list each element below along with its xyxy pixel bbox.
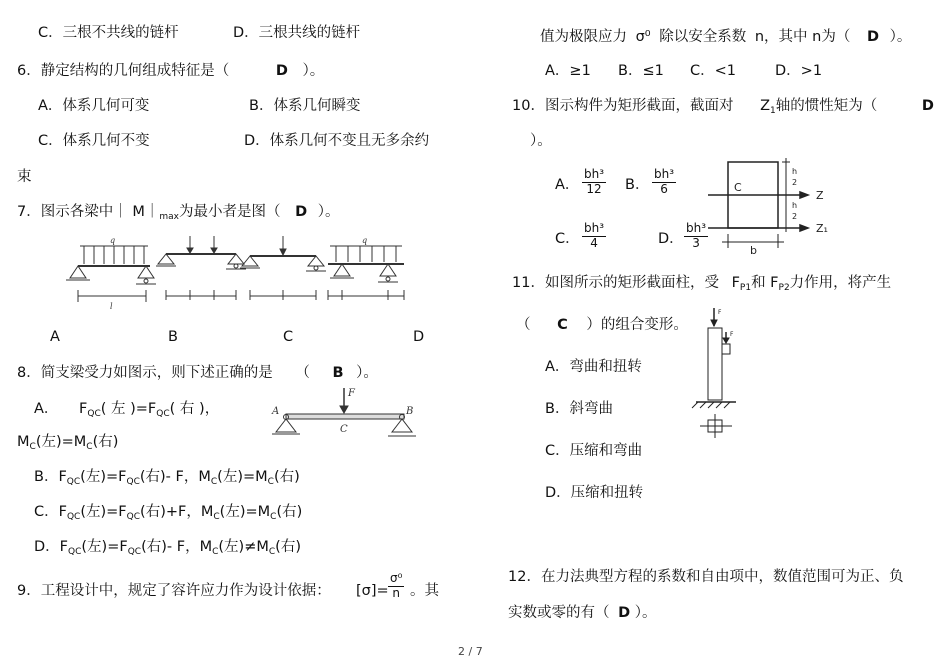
q10-option-c-label: C． (555, 231, 580, 247)
q7-fig-d-q-label: q (362, 236, 368, 245)
q10-option-d-fraction: $\frac{\text{bh³}}{3}$ (686, 221, 707, 250)
q6-option-d-wrap: 束 (17, 169, 32, 185)
q10-option-a-label: A． (555, 177, 580, 193)
q11-fig-fp1-label: F (718, 309, 722, 316)
q8-answer: B (332, 365, 344, 381)
q7-fig-label-b: B (168, 329, 178, 345)
q10-option-d-label: D． (658, 231, 684, 247)
q8-option-d: D．$F_{QC}$(左)$=F_{QC}$(右)- F，$M_C$(左)$\ne M_C$(右) (34, 539, 301, 557)
q9-stem: 9．工程设计中，规定了容许应力作为设计依据： (17, 583, 331, 599)
q6-option-c: C．体系几何不变 (38, 133, 150, 149)
q12-stem-line2: 实数或零的有（ D ）。 (508, 605, 657, 621)
q10-option-c-fraction: $\frac{\text{bh³}}{4}$ (584, 221, 605, 250)
q10-fig-c-label: C (734, 181, 742, 194)
q11-option-c: C．压缩和弯曲 (545, 443, 643, 459)
q8-option-a-line2: $M_C$(左)$=M_C$(右) (17, 434, 119, 452)
q7-fig-label-d: D (413, 329, 425, 345)
q10-fig-h-top: h (792, 167, 798, 176)
q10-stem: 10．图示构件为矩形截面，截面对 $Z_1$轴的惯性矩为（ D (512, 98, 934, 116)
q9-continued: 值为极限应力 σ⁰ 除以安全系数 n，其中 n为（ D ）。 (540, 29, 912, 45)
q8-option-b: B．$F_{QC}$(左)$=F_{QC}$(右)- F，$M_C$(左)$=M_C$(右) (34, 469, 300, 487)
q9-option-c: C．<1 (690, 63, 736, 79)
q7-beams-figure (58, 234, 418, 314)
q9-answer: D (866, 29, 879, 45)
q10-fig-2-top: 2 (792, 178, 798, 187)
page-number: 2 / 7 (458, 645, 483, 658)
q8-stem: 8．简支梁受力如图示，则下述正确的是 （ B ）。 (17, 365, 378, 381)
q10-close: ）。 (530, 133, 552, 149)
q8-option-a-line1: A． $F_{QC}$( 左 )$=F_{QC}$( 右 )， (34, 401, 220, 419)
q8-option-c: C．$F_{QC}$(左)$=F_{QC}$(右)+F，$M_C$(左)$=M_C$(右) (34, 504, 303, 522)
q5-option-c: C．三根不共线的链杆 (38, 25, 179, 41)
q11-option-d: D．压缩和扭转 (545, 485, 644, 501)
q9-formula-fraction: $\frac{\text{σ⁰}}{n}$ (390, 571, 403, 600)
q8-fig-c-label: C (340, 424, 348, 435)
q9-stem-tail: 。其 (410, 583, 439, 599)
q7-fig-a-q-label: q (110, 236, 116, 245)
q6-option-d: D．体系几何不变且无多余约 (244, 133, 430, 149)
q10-option-b-fraction: $\frac{\text{bh³}}{6}$ (654, 167, 675, 196)
q5-option-d: D．三根共线的链杆 (233, 25, 361, 41)
q12-answer: D (618, 605, 631, 621)
q8-fig-a-label: A (272, 406, 280, 417)
q6-option-a: A．体系几何可变 (38, 98, 150, 114)
q7-answer: D (295, 204, 308, 220)
q10-option-a-fraction: $\frac{\text{bh³}}{12}$ (584, 167, 605, 196)
q11-answer: C (557, 317, 568, 333)
q10-fig-z1-label: Z₁ (816, 222, 828, 235)
q11-option-b: B．斜弯曲 (545, 401, 613, 417)
q7-fig-label-a: A (50, 329, 60, 345)
q11-stem-line2: （ C ）的组合变形。 (516, 317, 688, 333)
q8-fig-b-label: B (406, 406, 414, 417)
q6-answer: D (275, 63, 288, 79)
q10-section-figure (708, 158, 848, 258)
q11-stem: 11．如图所示的矩形截面柱，受 $F_{P1}$和 $F_{P2}$力作用，将产生 (512, 275, 892, 293)
q10-fig-z-label: Z (816, 189, 824, 202)
q9-option-b: B．≤1 (618, 63, 664, 79)
q9-option-a: A．≥1 (545, 63, 591, 79)
q6-option-b: B．体系几何瞬变 (249, 98, 361, 114)
q10-fig-b-label: b (750, 244, 757, 257)
q8-fig-f-label: F (348, 388, 355, 399)
q11-option-a: A．弯曲和扭转 (545, 359, 642, 375)
q7-stem: 7．图示各梁中｜ $M|_{max}$为最小者是图（ D ）。 (17, 204, 340, 222)
q7-fig-a-l-label: l (110, 302, 113, 311)
q10-option-b-label: B． (625, 177, 650, 193)
q9-formula-lhs: [σ]= (356, 583, 389, 599)
q9-option-d: D．>1 (775, 63, 823, 79)
q7-fig-label-c: C (283, 329, 294, 345)
q6-stem: 6．静定结构的几何组成特征是（ D ）。 (17, 63, 325, 79)
q10-fig-2-bottom: 2 (792, 212, 798, 221)
q11-column-figure (688, 306, 758, 446)
q11-fig-fp2-label: F (730, 331, 734, 338)
q10-fig-h-bottom: h (792, 201, 798, 210)
q8-beam-figure (268, 384, 418, 464)
q10-answer: D (921, 98, 934, 114)
q12-stem: 12．在力法典型方程的系数和自由项中，数值范围可为正、负 (508, 569, 904, 585)
